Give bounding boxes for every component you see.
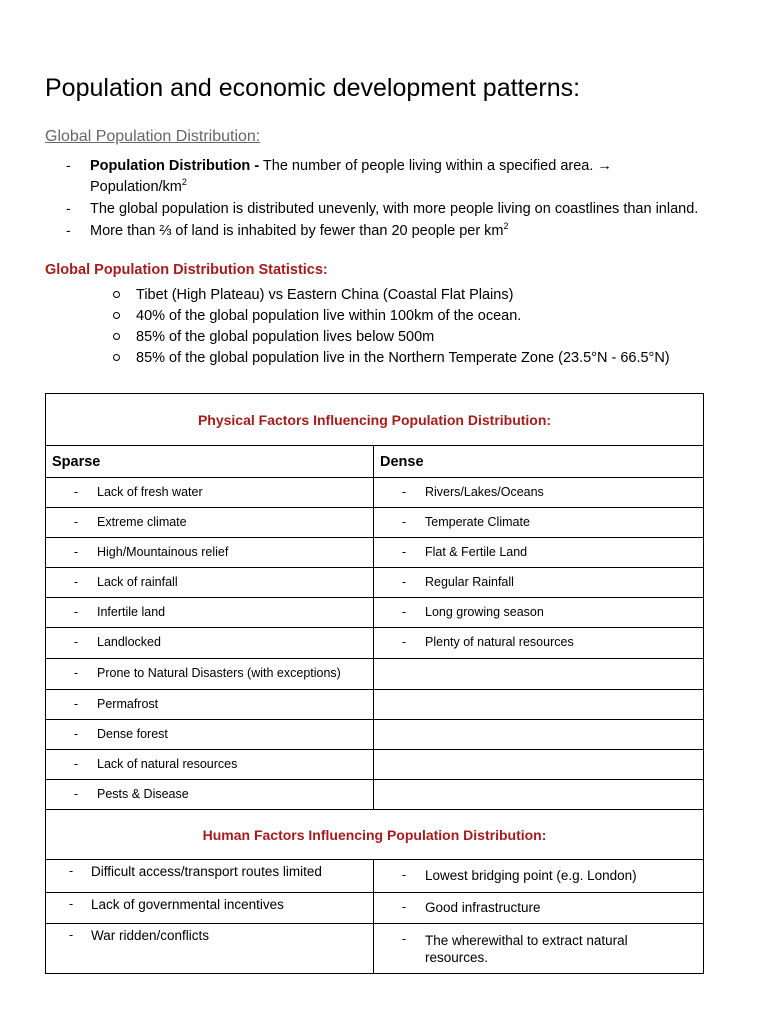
sparse-factor: Difficult access/transport routes limited: [91, 864, 322, 879]
bullet-dash: -: [66, 200, 71, 216]
bullet-dash: -: [66, 157, 71, 173]
sparse-factor: Permafrost: [97, 696, 159, 711]
table-cell-empty: [374, 780, 704, 810]
table-cell: - Prone to Natural Disasters (with exceptions): [46, 659, 374, 690]
bullet-dash: -: [66, 222, 71, 238]
table-cell: - Lack of rainfall: [46, 568, 374, 598]
sparse-factor: Landlocked: [97, 635, 161, 649]
table-cell: - The wherewithal to extract natural resources.: [374, 924, 704, 974]
table-cell: - Flat & Fertile Land: [374, 538, 704, 568]
sparse-factor: Lack of natural resources: [97, 756, 238, 771]
sparse-factor: Lack of fresh water: [97, 484, 203, 499]
bullet-land-inhabited: [90, 221, 509, 242]
table-cell: - Difficult access/transport routes limited: [46, 860, 374, 893]
table-cell: - Rivers/Lakes/Oceans: [374, 478, 704, 508]
sparse-factor: Pests & Disease: [97, 786, 189, 801]
table-cell: - Landlocked: [46, 628, 374, 659]
dense-factor: Good infrastructure: [425, 900, 541, 915]
table-cell: - War ridden/conflicts: [46, 924, 374, 974]
column-header-sparse: Sparse: [46, 446, 374, 478]
table-cell-empty: [374, 750, 704, 780]
dense-factor: Regular Rainfall: [425, 574, 514, 589]
sparse-factor: Infertile land: [97, 604, 166, 619]
table-cell: - Plenty of natural resources: [374, 628, 704, 659]
sparse-factor: Dense forest: [97, 726, 168, 741]
bullet-bold-term: Population Distribution -: [90, 158, 260, 174]
bullet-text: More than ⅔ of land is inhabited by fewer than 20 people per km: [90, 223, 504, 239]
dense-factor: The wherewithal to extract natural resources.: [425, 933, 628, 965]
table-cell: - Lack of governmental incentives: [46, 893, 374, 924]
table-cell: - Infertile land: [46, 598, 374, 628]
table-cell: - Temperate Climate: [374, 508, 704, 538]
table-cell-empty: [374, 659, 704, 690]
table-cell: - Dense forest: [46, 720, 374, 750]
table-cell: - Good infrastructure: [374, 893, 704, 924]
table-cell: - Pests & Disease: [46, 780, 374, 810]
bullet-uneven-distribution: The global population is distributed unevenly, with more people living on coastlines than inland.: [90, 201, 699, 217]
table-cell-empty: [374, 690, 704, 720]
dense-factor: Plenty of natural resources: [425, 635, 574, 649]
dense-factor: Temperate Climate: [425, 514, 530, 529]
section-heading: Global Population Distribution:: [45, 128, 261, 145]
table-cell: - High/Mountainous relief: [46, 538, 374, 568]
circle-bullet-icon: [113, 312, 120, 319]
stat-item: 40% of the global population live within 100km of the ocean.: [136, 308, 522, 324]
stats-heading: Global Population Distribution Statistics:: [45, 262, 328, 278]
sparse-factor: High/Mountainous relief: [97, 544, 229, 559]
bullet-text: Population/km: [90, 179, 182, 195]
table-cell: - Long growing season: [374, 598, 704, 628]
stat-item: 85% of the global population lives below 500m: [136, 329, 435, 345]
superscript: 2: [503, 221, 509, 232]
superscript: 2: [181, 177, 187, 188]
table-cell: - Permafrost: [46, 690, 374, 720]
bullet-continuation: [90, 177, 187, 198]
table-cell: - Lack of fresh water: [46, 478, 374, 508]
sparse-factor: Lack of rainfall: [97, 574, 178, 589]
bullet-population-distribution: [90, 156, 612, 177]
table-cell: - Extreme climate: [46, 508, 374, 538]
sparse-factor: War ridden/conflicts: [91, 928, 210, 943]
sparse-factor: Extreme climate: [97, 514, 187, 529]
dense-factor: Lowest bridging point (e.g. London): [425, 868, 637, 883]
table-cell: - Regular Rainfall: [374, 568, 704, 598]
factors-table: [45, 393, 704, 974]
human-factors-heading: Human Factors Influencing Population Distribution:: [46, 810, 704, 860]
circle-bullet-icon: [113, 333, 120, 340]
sparse-factor: Prone to Natural Disasters (with exceptions): [97, 666, 341, 680]
dense-factor: Long growing season: [425, 604, 544, 619]
sparse-factor: Lack of governmental incentives: [91, 897, 284, 912]
table-cell: - Lowest bridging point (e.g. London): [374, 860, 704, 893]
circle-bullet-icon: [113, 291, 120, 298]
physical-factors-heading: Physical Factors Influencing Population Distribution:: [46, 394, 704, 446]
stat-item: 85% of the global population live in the Northern Temperate Zone (23.5°N - 66.5°N): [136, 350, 670, 366]
table-cell: - Lack of natural resources: [46, 750, 374, 780]
bullet-text: The number of people living within a specified area. →: [259, 158, 612, 174]
dense-factor: Rivers/Lakes/Oceans: [425, 484, 544, 499]
table-cell-empty: [374, 720, 704, 750]
dense-factor: Flat & Fertile Land: [425, 544, 528, 559]
stat-item: Tibet (High Plateau) vs Eastern China (Coastal Flat Plains): [136, 287, 514, 303]
circle-bullet-icon: [113, 354, 120, 361]
column-header-dense: Dense: [374, 446, 704, 478]
page-title: Population and economic development patterns:: [45, 74, 581, 102]
